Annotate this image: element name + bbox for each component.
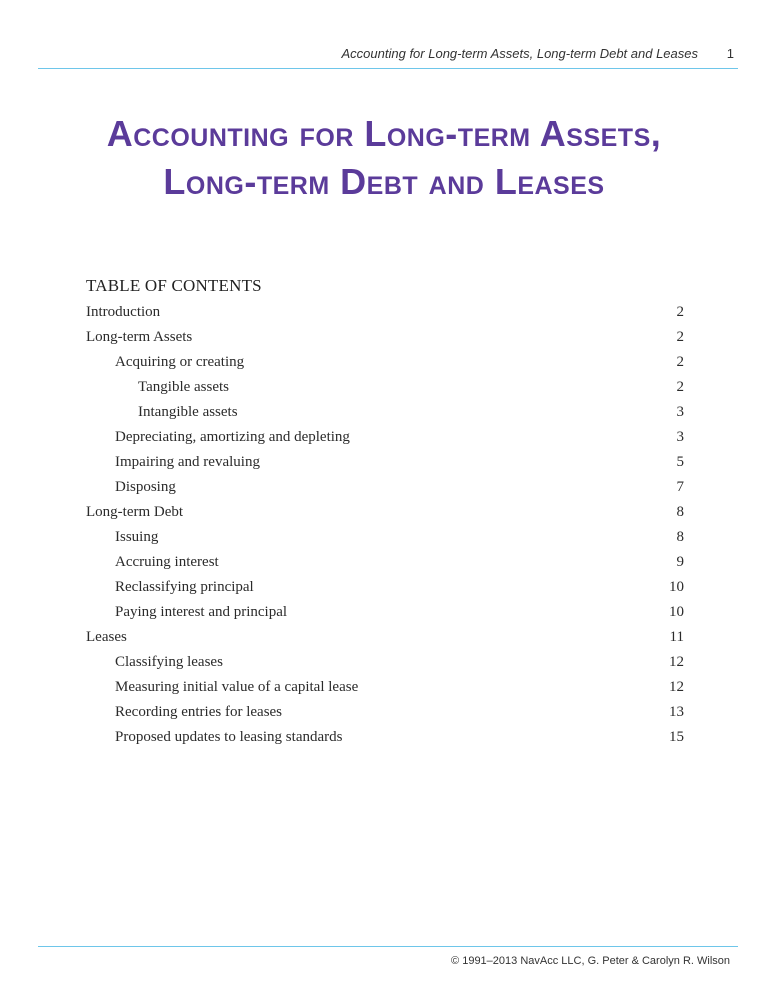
toc-entry-page: 2 [676,379,684,395]
toc-list [86,304,684,754]
toc-entry-page: 13 [669,704,684,720]
toc-entry-label: Issuing [115,529,159,545]
toc-heading: TABLE OF CONTENTS [86,276,262,295]
toc-entry-label: Long-term Assets [86,329,193,345]
toc-entry[interactable] [86,404,684,429]
running-header [0,42,768,66]
toc-entry-label: Accruing interest [115,554,219,570]
toc-entry[interactable] [86,329,684,354]
copyright-notice: © 1991–2013 NavAcc LLC, G. Peter & Carolyn R. Wilson [451,955,730,967]
document-title-line-2: Long-term Debt and Leases [163,161,605,202]
toc-entry[interactable] [86,729,684,754]
toc-entry-label: Paying interest and principal [115,604,288,620]
toc-entry[interactable] [86,704,684,729]
toc-entry-label: Reclassifying principal [115,579,254,595]
toc-entry[interactable] [86,629,684,654]
page-number: 1 [726,46,734,61]
table-of-contents [86,276,684,754]
toc-entry-label: Classifying leases [115,654,223,670]
document-title [0,110,768,206]
toc-entry-label: Introduction [86,304,161,320]
toc-entry-page: 2 [676,354,684,370]
toc-entry-label: Tangible assets [138,379,230,395]
toc-entry-page: 5 [676,454,684,470]
toc-entry-label: Long-term Debt [86,504,184,520]
toc-entry-label: Leases [86,629,127,645]
toc-entry-page: 12 [669,654,684,670]
toc-entry-label: Recording entries for leases [115,704,283,720]
toc-entry-page: 10 [669,579,684,595]
running-title: Accounting for Long-term Assets, Long-term Debt and Leases [341,46,698,61]
toc-entry-page: 12 [669,679,684,695]
toc-entry[interactable] [86,679,684,704]
toc-entry[interactable] [86,504,684,529]
toc-entry[interactable] [86,454,684,479]
toc-entry-page: 7 [676,479,684,495]
toc-entry-page: 3 [676,429,684,445]
toc-entry-page: 3 [676,404,684,420]
toc-entry-page: 2 [676,304,684,320]
toc-entry-page: 2 [676,329,684,345]
footer-rule [38,946,738,947]
toc-entry-label: Depreciating, amortizing and depleting [115,429,350,445]
toc-entry[interactable] [86,354,684,379]
toc-entry-page: 9 [676,554,684,570]
toc-entry[interactable] [86,529,684,554]
toc-entry-label: Impairing and revaluing [115,454,260,470]
toc-entry[interactable] [86,479,684,504]
toc-entry-page: 11 [669,629,684,645]
toc-entry[interactable] [86,604,684,629]
toc-entry[interactable] [86,579,684,604]
toc-entry-label: Disposing [115,479,176,495]
toc-entry[interactable] [86,304,684,329]
toc-entry-page: 8 [676,504,684,520]
document-title-line-1: Accounting for Long-term Assets, [106,113,662,154]
toc-entry-page: 8 [676,529,684,545]
toc-entry[interactable] [86,654,684,679]
toc-entry-page: 10 [669,604,684,620]
header-rule [38,68,738,69]
toc-entry[interactable] [86,554,684,579]
toc-entry-label: Measuring initial value of a capital lease [115,679,359,695]
toc-entry[interactable] [86,379,684,404]
toc-entry-page: 15 [669,729,684,745]
toc-entry-label: Proposed updates to leasing standards [115,729,343,745]
toc-entry-label: Intangible assets [138,404,238,420]
toc-entry[interactable] [86,429,684,454]
toc-entry-label: Acquiring or creating [115,354,245,370]
